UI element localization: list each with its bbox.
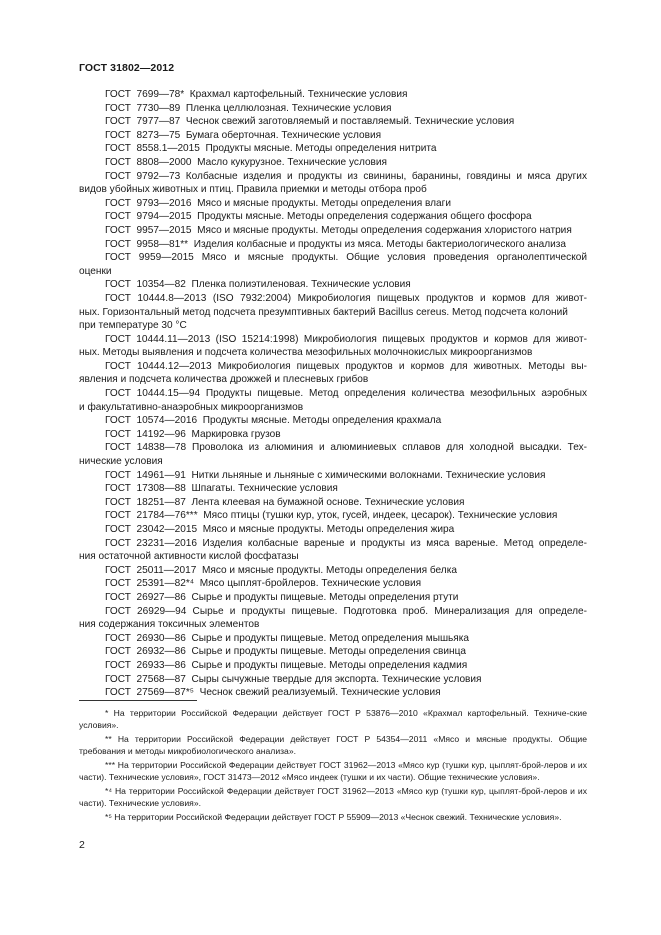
reference-line: ГОСТ 26929—94 Сырье и продукты пищевые. Подготовка проб. Минерализация для определе- <box>105 605 587 617</box>
reference-entry <box>79 537 587 564</box>
reference-line: ГОСТ 10354—82 Пленка полиэтиленовая. Технические условия <box>105 279 411 291</box>
reference-entry <box>79 482 587 496</box>
reference-line: ГОСТ 17308—88 Шпагаты. Технические условия <box>105 483 338 495</box>
reference-entry <box>79 387 587 414</box>
reference-entry <box>79 360 587 387</box>
document-header: ГОСТ 31802—2012 <box>79 62 175 74</box>
reference-entry <box>79 605 587 632</box>
reference-line: ГОСТ 10574—2016 Продукты мясные. Методы определения крахмала <box>105 415 442 427</box>
reference-line: ния остаточной активности кислой фосфатазы <box>79 551 299 563</box>
reference-entry <box>79 333 587 360</box>
reference-line: ГОСТ 10444.11—2013 (ISO 15214:1998) Микробиология пищевых продуктов и кормов для живот- <box>105 333 587 345</box>
footnote-separator <box>79 700 197 701</box>
reference-entry <box>79 577 587 591</box>
reference-entry <box>79 441 587 468</box>
reference-line: ГОСТ 8558.1—2015 Продукты мясные. Методы определения нитрита <box>105 143 437 155</box>
reference-line: ных. Методы выявления и подсчета количества мезофильных молочнокислых микроорганизмов <box>79 347 533 359</box>
reference-line: ГОСТ 9957—2015 Мясо и мясные продукты. Методы определения содержания хлористого натрия <box>105 224 572 236</box>
reference-line: ГОСТ 8273—75 Бумага оберточная. Технические условия <box>105 129 382 141</box>
reference-line: явления и подсчета количества дрожжей и плесневых грибов <box>79 374 369 386</box>
reference-entry <box>79 659 587 673</box>
reference-line: ГОСТ 10444.12—2013 Микробиология пищевых продуктов и кормов для животных. Методы вы- <box>105 360 587 372</box>
reference-line: ГОСТ 27569—87*⁵ Чеснок свежий реализуемый. Технические условия <box>105 687 441 699</box>
reference-line: видов убойных животных и птиц. Правила приемки и методы отбора проб <box>79 184 427 196</box>
reference-entry <box>79 115 587 129</box>
reference-entry <box>79 673 587 687</box>
reference-entry <box>79 509 587 523</box>
reference-line: ГОСТ 23042—2015 Мясо и мясные продукты. Методы определения жира <box>105 524 455 535</box>
reference-entry <box>79 142 587 156</box>
reference-entry <box>79 251 587 278</box>
reference-line: ГОСТ 26927—86 Сырье и продукты пищевые. Методы определения ртути <box>105 591 459 603</box>
reference-line: при температуре 30 °С <box>79 320 187 332</box>
reference-line: ГОСТ 25391—82*⁴ Мясо цыплят-бройлеров. Технические условия <box>105 578 422 590</box>
reference-entry <box>79 428 587 442</box>
reference-entry <box>79 210 587 224</box>
reference-entry <box>79 469 587 483</box>
reference-line: ГОСТ 25011—2017 Мясо и мясные продукты. Методы определения белка <box>105 564 457 576</box>
reference-entry <box>79 564 587 578</box>
reference-line: ГОСТ 27568—87 Сыры сычужные твердые для экспорта. Технические условия <box>105 673 482 685</box>
reference-line: ГОСТ 7699—78* Крахмал картофельный. Технические условия <box>105 89 408 100</box>
reference-line: ГОСТ 8808—2000 Масло кукурузное. Технические условия <box>105 156 388 168</box>
reference-line: ГОСТ 9959—2015 Мясо и мясные продукты. Общие условия проведения органолептической <box>105 252 587 264</box>
reference-line: ГОСТ 10444.8—2013 (ISO 7932:2004) Микробиология пищевых продуктов и кормов для живот- <box>105 292 587 304</box>
reference-line: ния содержания токсичных элементов <box>79 619 260 631</box>
reference-line: ГОСТ 14838—78 Проволока из алюминия и алюминиевых сплавов для холодной высадки. Тех- <box>105 442 587 454</box>
footnote: *⁵ На территории Российской Федерации действует ГОСТ Р 55909—2013 «Чеснок свежий. Технические условия». <box>105 811 562 822</box>
reference-line: ГОСТ 14192—96 Маркировка грузов <box>105 428 281 440</box>
reference-entry <box>79 224 587 238</box>
footnote: ** На территории Российской Федерации действует ГОСТ Р 54354—2011 «Мясо и мясные продукты. Общие требования и методы микробиологического анализа». <box>79 733 587 757</box>
reference-line: ГОСТ 9793—2016 Мясо и мясные продукты. Методы определения влаги <box>105 197 451 209</box>
reference-line: ных. Горизонтальный метод подсчета презумптивных бактерий Bacillus cereus. Метод подсчета колоний <box>79 306 568 318</box>
reference-line: ГОСТ 26930—86 Сырье и продукты пищевые. Метод определения мышьяка <box>105 632 470 644</box>
reference-line: оценки <box>79 265 112 277</box>
reference-line: нические условия <box>79 456 163 468</box>
reference-entry <box>79 523 587 537</box>
normative-references-list <box>79 88 587 700</box>
reference-line: ГОСТ 9794—2015 Продукты мясные. Методы определения содержания общего фосфора <box>105 211 532 223</box>
reference-entry <box>79 156 587 170</box>
reference-line: ГОСТ 21784—76*** Мясо птицы (тушки кур, уток, гусей, индеек, цесарок). Технические условия <box>105 510 558 522</box>
reference-entry <box>79 278 587 292</box>
reference-line: ГОСТ 14961—91 Нитки льняные и льняные с химическими волокнами. Технические условия <box>105 469 546 481</box>
reference-entry <box>79 129 587 143</box>
reference-entry <box>79 292 587 333</box>
reference-entry <box>79 645 587 659</box>
reference-entry <box>79 170 587 197</box>
reference-entry <box>79 632 587 646</box>
reference-entry <box>79 238 587 252</box>
reference-line: ГОСТ 26933—86 Сырье и продукты пищевые. Методы определения кадмия <box>105 659 468 671</box>
reference-entry <box>79 102 587 116</box>
reference-entry <box>79 686 587 700</box>
reference-line: ГОСТ 10444.15—94 Продукты пищевые. Метод определения количества мезофильных аэробных <box>105 388 587 400</box>
reference-entry <box>79 591 587 605</box>
footnote: * На территории Российской Федерации действует ГОСТ Р 53876—2010 «Крахмал картофельный. Техниче-ские условия». <box>79 708 587 731</box>
reference-line: ГОСТ 7977—87 Чеснок свежий заготовляемый и поставляемый. Технические условия <box>105 116 515 128</box>
reference-entry <box>79 197 587 211</box>
reference-line: ГОСТ 9958—81** Изделия колбасные и продукты из мяса. Методы бактериологического анализа <box>105 238 566 250</box>
footnote: *** На территории Российской Федерации действует ГОСТ 31962—2013 «Мясо кур (тушки кур, цыплят-брой-леров и их части). Технические условия», ГОСТ 31473—2012 «Мясо индеек (тушки и их части). Общие технические условия». <box>79 759 587 783</box>
reference-line: ГОСТ 23231—2016 Изделия колбасные вареные и продукты из мяса вареные. Метод определе- <box>105 537 587 549</box>
reference-line: ГОСТ 26932—86 Сырье и продукты пищевые. Методы определения свинца <box>105 646 467 658</box>
reference-line: ГОСТ 7730—89 Пленка целлюлозная. Технические условия <box>105 102 392 114</box>
reference-entry <box>79 414 587 428</box>
footnote: *⁴ На территории Российской Федерации действует ГОСТ 31962—2013 «Мясо кур (тушки кур, цыплят-брой-леров и их части). Технические условия». <box>79 785 587 808</box>
page-number: 2 <box>79 839 85 851</box>
reference-line: и факультативно-анаэробных микроорганизмов <box>79 401 304 413</box>
reference-line: ГОСТ 18251—87 Лента клеевая на бумажной основе. Технические условия <box>105 496 465 508</box>
reference-line: ГОСТ 9792—73 Колбасные изделия и продукты из свинины, баранины, говядины и мяса других <box>105 170 587 182</box>
footnotes <box>79 707 587 824</box>
reference-entry <box>79 88 587 102</box>
reference-entry <box>79 496 587 510</box>
